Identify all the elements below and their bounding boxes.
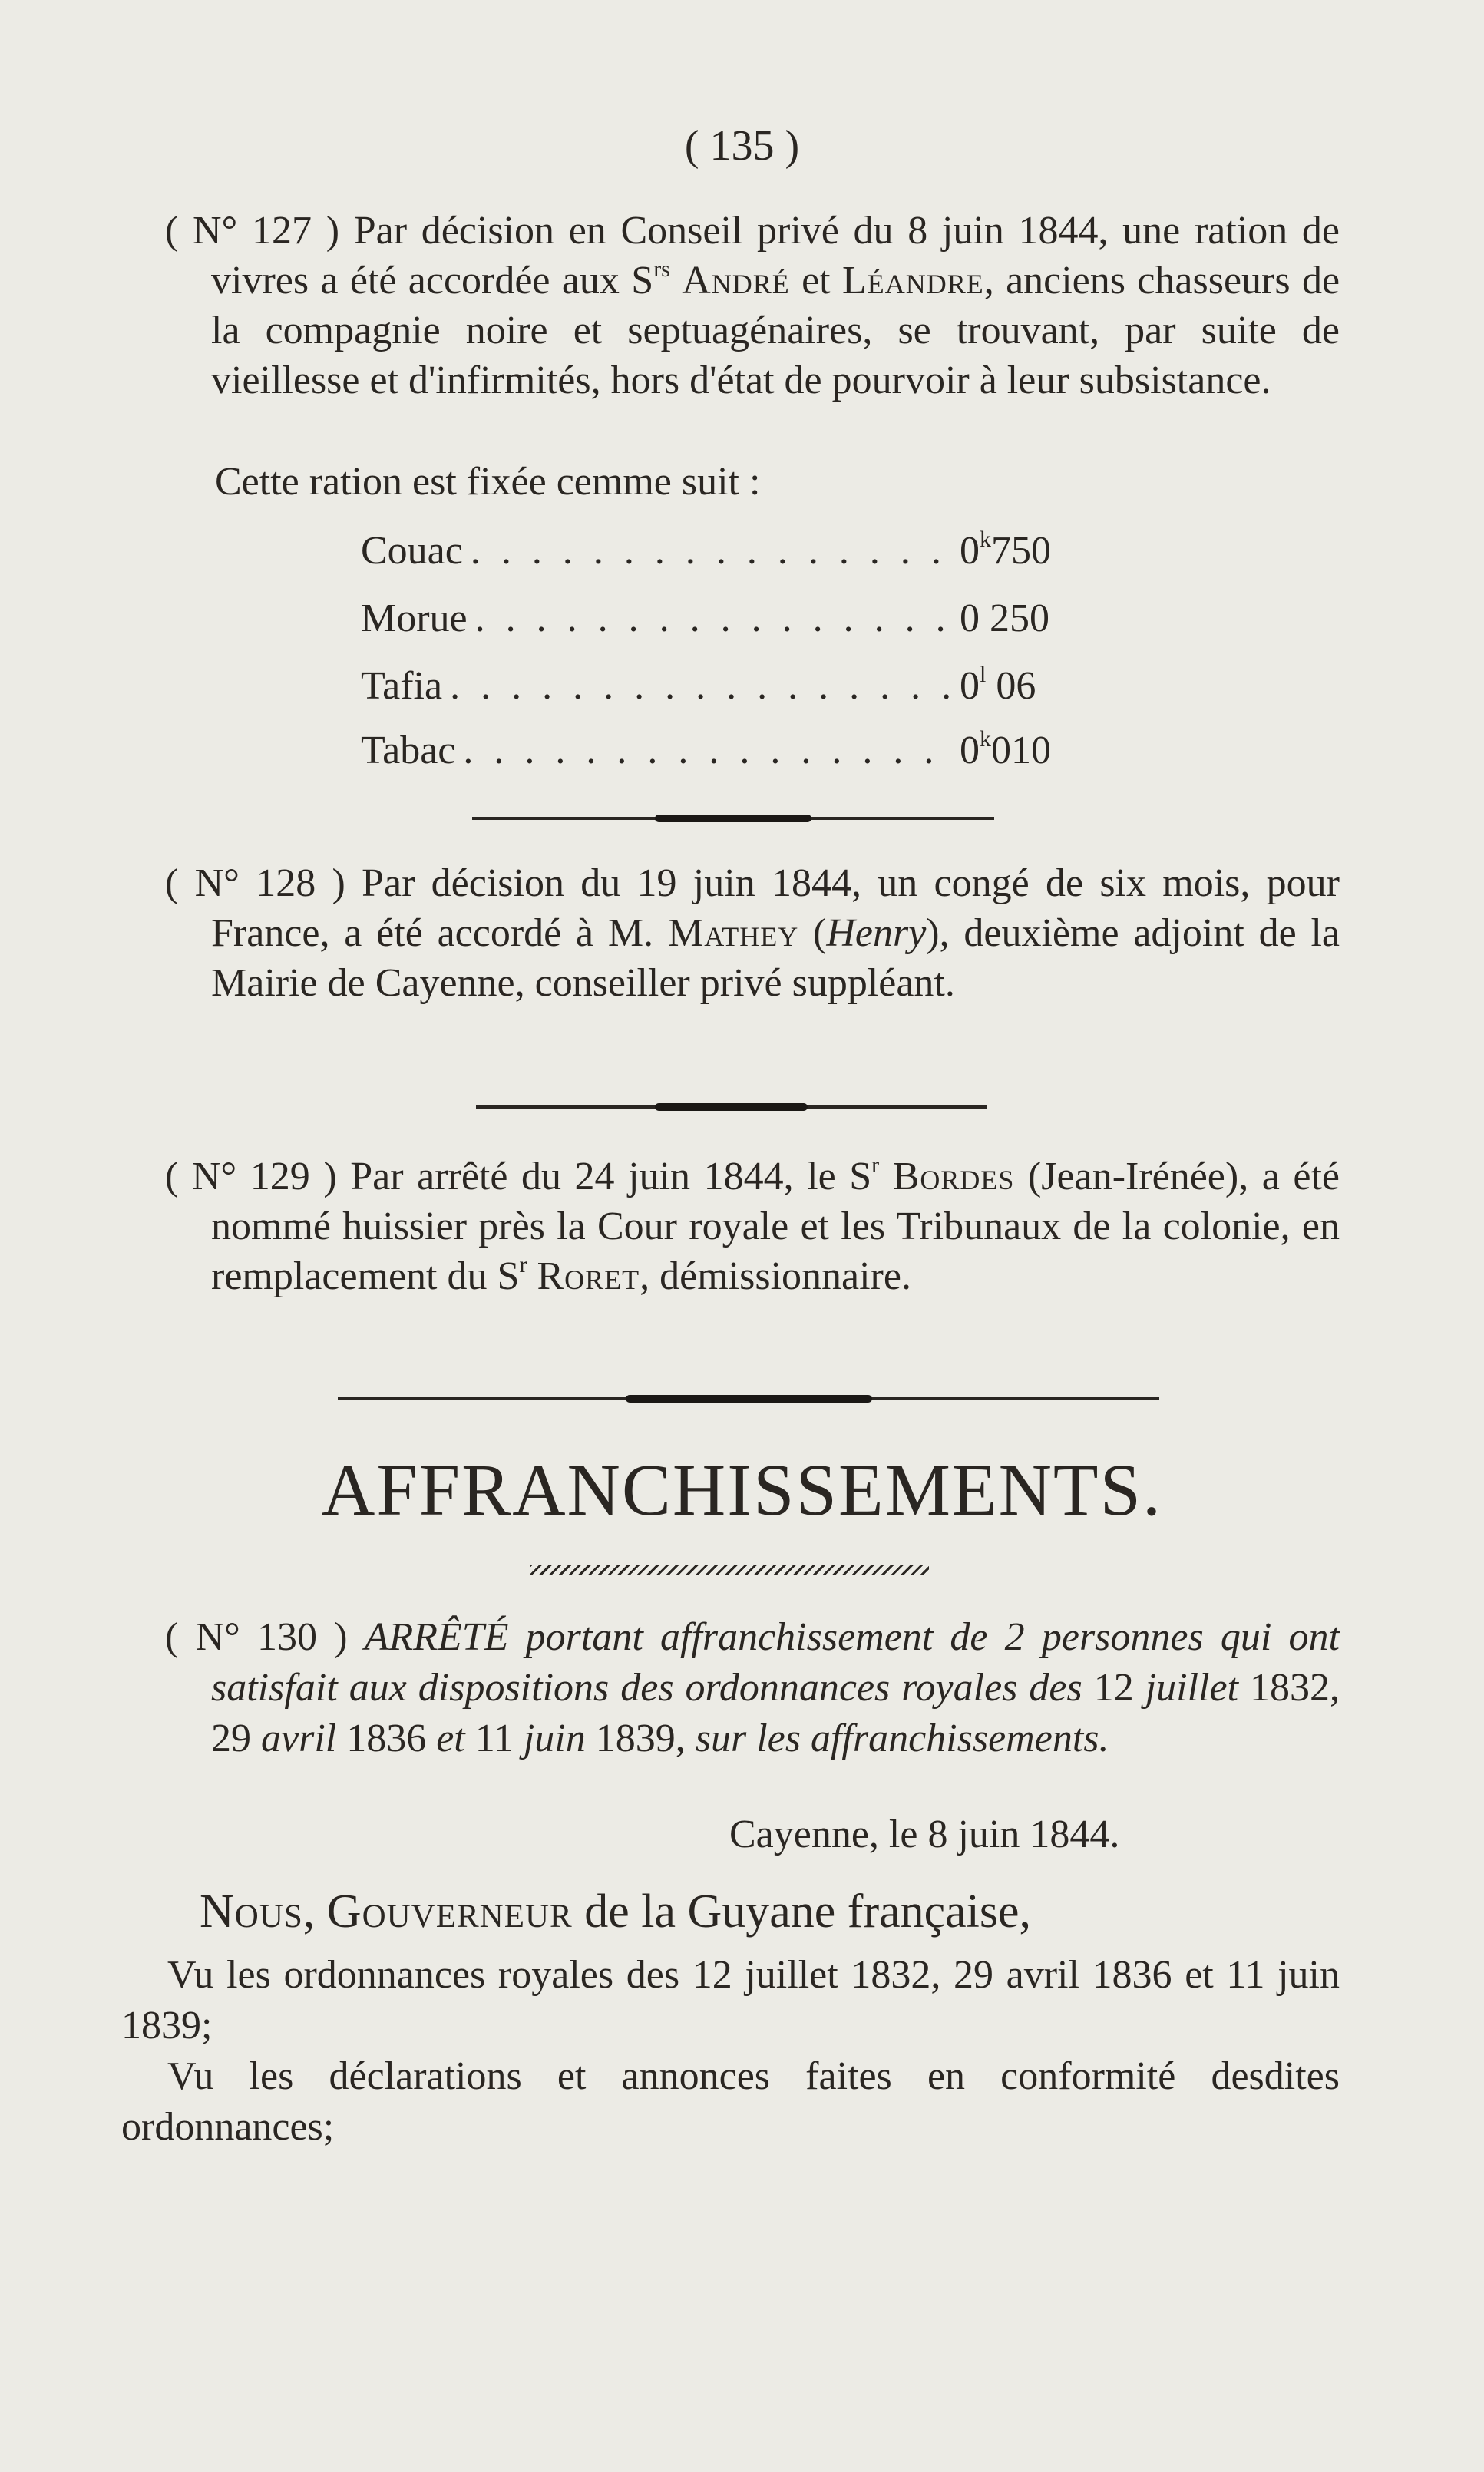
ration-label: Tabac: [361, 729, 456, 772]
title-abbrev: r: [519, 1252, 527, 1277]
entry-text: (Jean-Irénée), a été nommé huissier près la Cour royale et les Tribunaux de la colonie, en remplacement du S: [211, 1155, 1340, 1298]
person-name: Roret: [537, 1254, 640, 1298]
entry-text: ), deuxième adjoint de la Mairie de Cayenne, conseiller privé suppléant.: [211, 911, 1340, 1005]
entry-text: Par décision du 19 juin 1844, un congé de six mois, pour France, a été accordé à M.: [211, 861, 1340, 955]
ration-row: [361, 728, 1098, 773]
entry-128: [165, 858, 1340, 1008]
dot-leader: [450, 663, 952, 709]
date-part: 11: [474, 1717, 514, 1760]
ration-label: Tafia: [361, 664, 443, 708]
punct: ,: [302, 1885, 327, 1938]
ration-amount: 0$^k$010: [960, 726, 1051, 772]
date-part: avril: [251, 1717, 347, 1760]
ration-amount: 0 250: [960, 597, 1049, 640]
title-abbrev: rs: [653, 256, 670, 282]
date-part: juin: [513, 1717, 596, 1760]
title-abbrev: r: [871, 1152, 880, 1178]
ration-row: [361, 528, 1098, 573]
dot-leader: [471, 528, 952, 573]
entry-text: Par arrêté du 24 juin 1844, le S: [350, 1155, 872, 1198]
person-name: Bordes: [892, 1155, 1015, 1198]
entry-number: ( N° 127 ): [165, 209, 340, 253]
entry-number: ( N° 128 ): [165, 861, 345, 905]
vu-clause: Vu les déclarations et annonces faites en conformité desdites ordonnances;: [121, 2054, 1340, 2149]
dot-leader: [463, 728, 952, 773]
ration-row: [361, 596, 1098, 641]
section-heading: AFFRANCHISSEMENTS.: [322, 1449, 1162, 1531]
person-name: André: [682, 259, 790, 302]
date-part: juillet: [1133, 1666, 1250, 1710]
section-divider: [338, 1397, 1159, 1400]
governor-word: Nous: [200, 1885, 303, 1938]
arrete-title: sur les affranchissements.: [685, 1717, 1109, 1760]
date-part: et: [426, 1717, 475, 1760]
page-number: ( 135 ): [684, 122, 800, 170]
entry-text: et: [789, 259, 842, 302]
entry-text: (: [798, 911, 827, 955]
entry-text: Par décision en Conseil privé du 8 juin 1844, une ration de vivres a été accordée aux S: [211, 209, 1340, 302]
dot-leader: [475, 596, 952, 641]
ration-intro: Cette ration est fixée cemme suit :: [215, 460, 761, 504]
date-part: 1839,: [595, 1717, 686, 1760]
entry-127: [165, 206, 1340, 405]
governor-line: [200, 1885, 1031, 1939]
ornament-divider: [530, 1565, 929, 1575]
vu-clause: Vu les ordonnances royales des 12 juillet 1832, 29 avril 1836 et 11 juin 1839;: [121, 1953, 1340, 2047]
ration-amount: 0$^k$750: [960, 527, 1051, 573]
dateline: Cayenne, le 8 juin 1844.: [729, 1813, 1120, 1856]
date-part: 1832, 29: [211, 1666, 1340, 1760]
entry-number: ( N° 130 ): [165, 1615, 348, 1659]
date-part: 12: [1093, 1666, 1134, 1710]
governor-title: Gouverneur: [326, 1885, 573, 1938]
arrete-title: ARRÊTÉ portant affranchissement de 2 personnes qui ont satisfait aux dispositions des ordonnances royales des: [211, 1615, 1340, 1710]
governor-text: de la Guyane française,: [572, 1885, 1032, 1938]
person-name: Mathey: [667, 911, 799, 955]
section-divider: [476, 1105, 987, 1109]
ration-row: [361, 663, 1098, 709]
ration-amount: 0$^l$ 06: [960, 662, 1036, 708]
entry-129: [165, 1152, 1340, 1301]
ration-label: Couac: [361, 529, 463, 573]
person-first-name: Henry: [826, 911, 927, 955]
entry-text: , démissionnaire.: [640, 1254, 911, 1298]
entry-number: ( N° 129 ): [165, 1155, 337, 1198]
ration-label: Morue: [361, 597, 468, 640]
person-name: Léandre: [841, 259, 984, 302]
section-divider: [472, 817, 994, 820]
entry-130: [165, 1612, 1340, 1764]
date-part: 1836: [346, 1717, 427, 1760]
entry-text: , anciens chasseurs de la compagnie noire et septuagénaires, se trouvant, par suite de vieillesse et d'infirmités, hors d'état de pourvoir à leur subsistance.: [211, 259, 1340, 402]
